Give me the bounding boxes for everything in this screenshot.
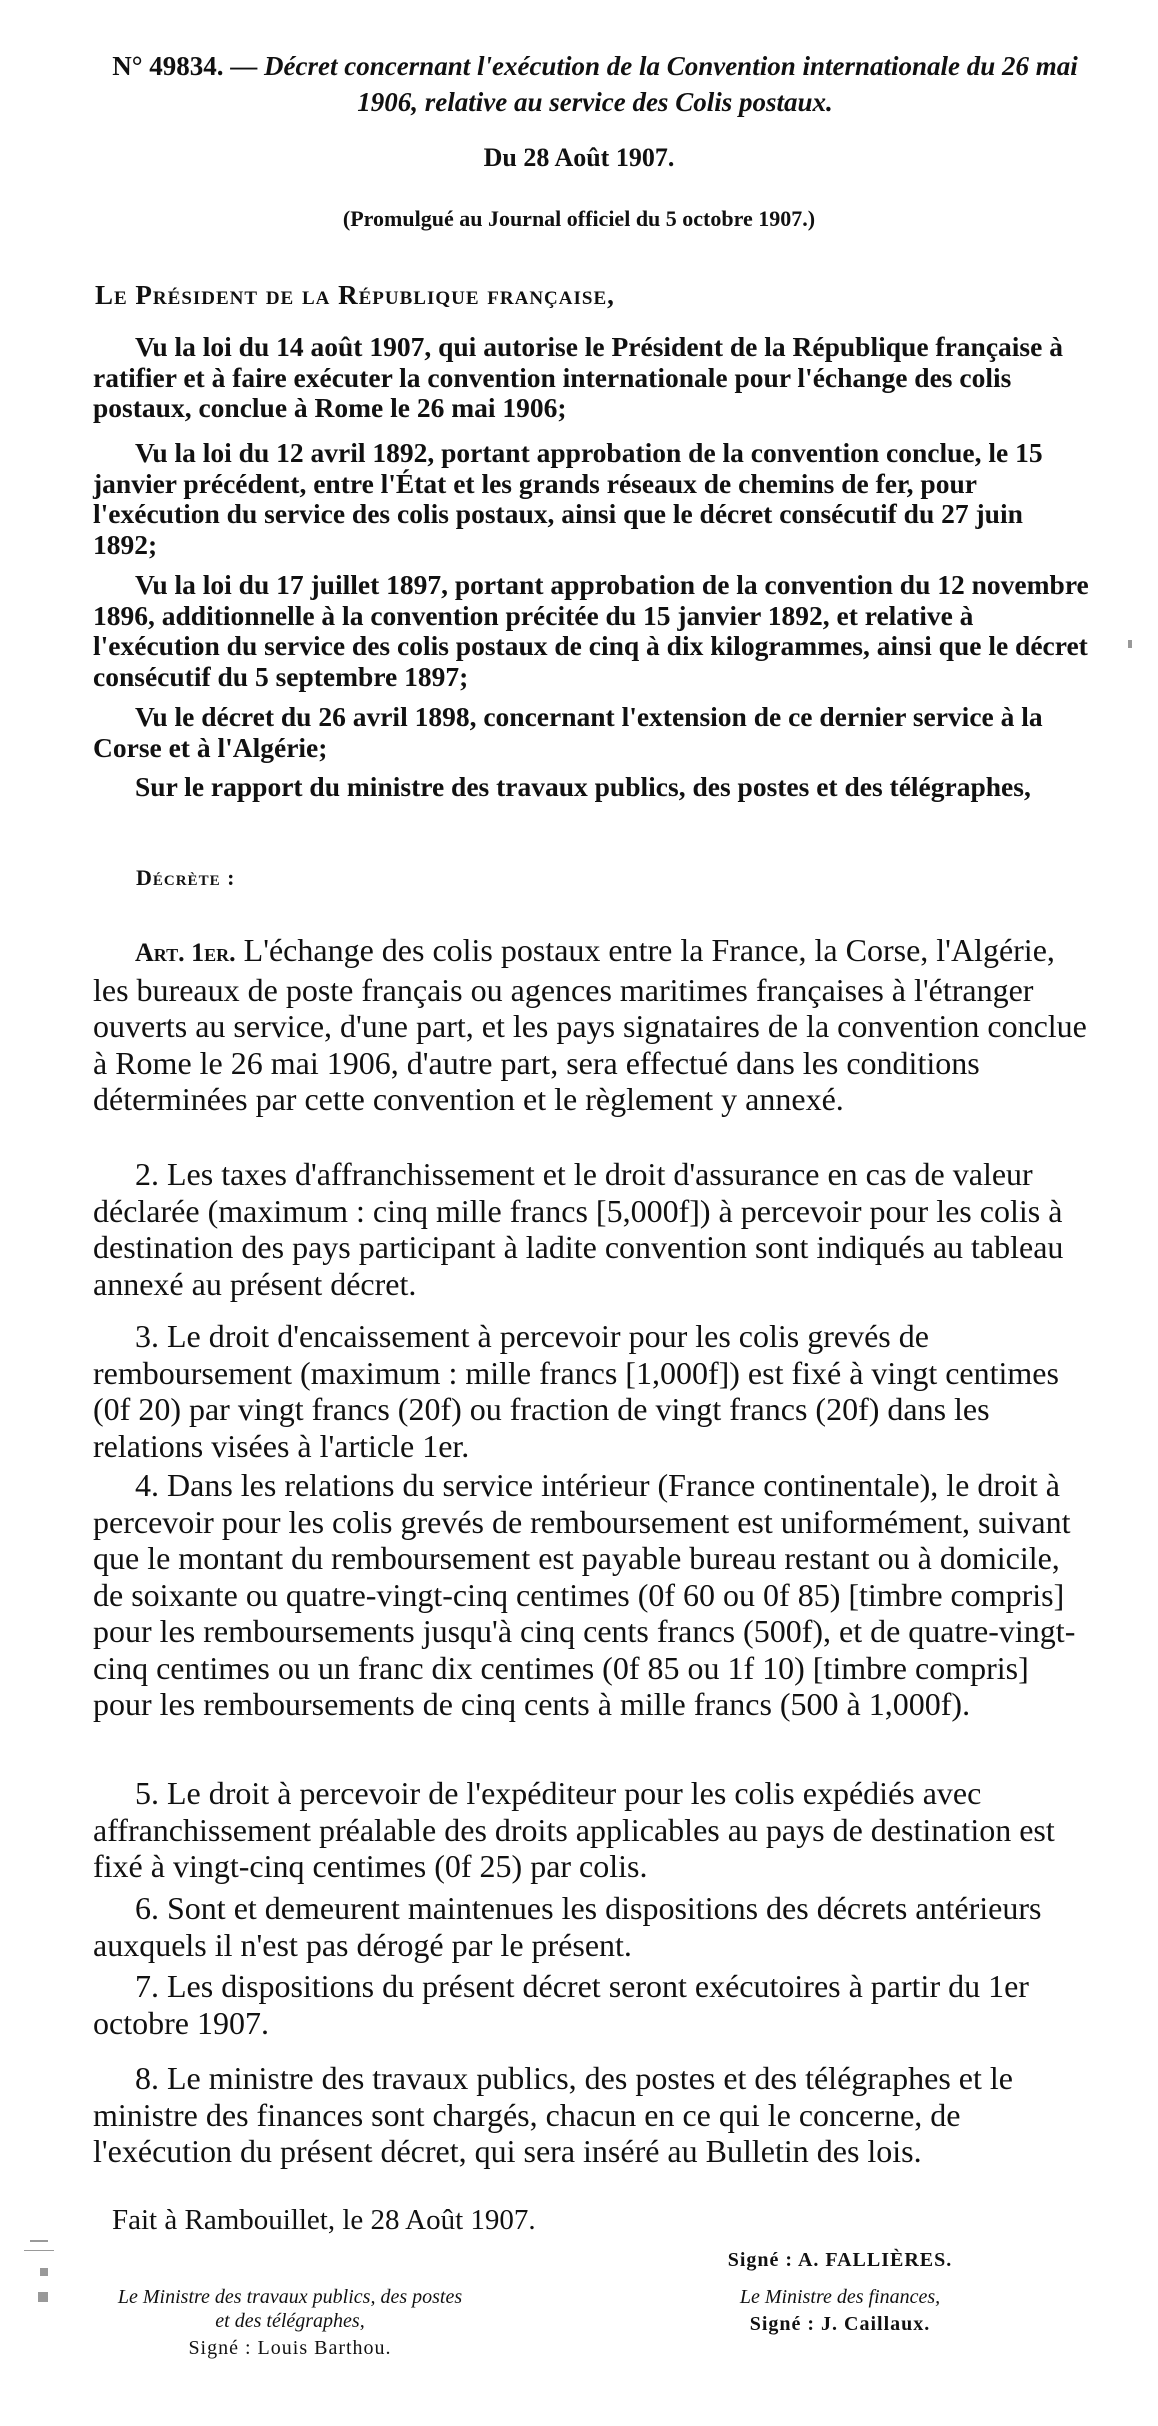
decrete-heading: Décrète : xyxy=(136,865,236,890)
article-text: 6. Sont et demeurent maintenues les dispositions des décrets antérieurs auxquels il n'est pas dérogé par le présent. xyxy=(93,1890,1042,1963)
article-text: 2. Les taxes d'affranchissement et le droit d'assurance en cas de valeur déclarée (maximum : cinq mille francs [5,000f]) à percevoir pour les colis à destination des pays participant à ladite convention sont indiqués au tableau annexé au présent décret. xyxy=(93,1156,1064,1302)
article-text: 3. Le droit d'encaissement à percevoir pour les colis grevés de remboursement (maximum : mille francs [1,000f]) est fixé à vingt centimes (0f 20) par vingt francs (20f) ou fraction de vingt francs (20f) dans les relations visées à l'article 1er. xyxy=(93,1318,1059,1464)
president-signature xyxy=(680,2245,1000,2275)
considerant-paragraph: Vu la loi du 12 avril 1892, portant approbation de la convention conclue, le 15 janvier précédent, entre l'État et les grands réseaux de chemins de fer, pour l'exécution du service des colis postaux, ainsi que le décret consécutif du 27 juin 1892; xyxy=(93,437,1043,560)
considerant-block-2 xyxy=(93,438,1093,560)
signature-name: Signé : J. Caillaux. xyxy=(749,2313,931,2335)
considerant-paragraph: Vu la loi du 14 août 1907, qui autorise le Président de la République française à ratifier et à faire exécuter la convention internationale pour l'échange des colis postaux, conclue à Rome le 26 mai 1906; xyxy=(93,331,1063,423)
article-text: 4. Dans les relations du service intérieur (France continentale), le droit à percevoir pour les colis grevés de remboursement est uniformément, suivant que le montant du remboursement est payable bureau restant ou à domicile, de soixante ou quatre-vingt-cinq centimes (0f 60 ou 0f 85) [timbre compris] pour les remboursements jusqu'à cinq cents francs (500f), et de quatre-vingt-cinq centimes ou un franc dix centimes (0f 85 ou 1f 10) [timbre compris] pour les remboursements de cinq cents à mille francs (500 à 1,000f). xyxy=(93,1467,1076,1722)
decree-date: Du 28 Août 1907. xyxy=(483,143,675,172)
decree-title: Décret concernant l'exécution de la Convention internationale du 26 mai 1906, relative au service des Colis postaux. xyxy=(264,51,1078,117)
minister-finances-signature xyxy=(680,2285,1000,2339)
promulgation-note: (Promulgué au Journal officiel du 5 octobre 1907.) xyxy=(342,206,816,231)
considerant-paragraph: Sur le rapport du ministre des travaux publics, des postes et des télégraphes, xyxy=(135,771,1031,802)
article-text: L'échange des colis postaux entre la France, la Corse, l'Algérie, les bureaux de poste français ou agences maritimes françaises à l'étranger ouverts au service, d'une part, et les pays signataires de la convention conclue à Rome le 26 mai 1906, d'autre part, sera effectué dans les conditions déterminées par cette convention et le règlement y annexé. xyxy=(93,932,1087,1117)
signature-name: Signé : A. FALLIÈRES. xyxy=(727,2249,953,2271)
minister-travaux-signature xyxy=(110,2285,470,2363)
article-4 xyxy=(93,1467,1093,1723)
considerant-block-4 xyxy=(93,702,1093,763)
signature-role: Le Ministre des travaux publics, des postes et des télégraphes, xyxy=(117,2286,463,2332)
considerant-paragraph: Vu le décret du 26 avril 1898, concernant l'extension de ce dernier service à la Corse et à l'Algérie; xyxy=(93,701,1043,763)
article-6 xyxy=(93,1890,1093,1963)
article-8 xyxy=(93,2060,1093,2170)
article-3 xyxy=(93,1318,1093,1464)
article-7 xyxy=(93,1968,1093,2041)
article-2 xyxy=(93,1156,1093,1302)
decree-header xyxy=(100,48,1090,120)
signature-role: Le Ministre des finances, xyxy=(739,2286,941,2308)
decree-number: N° 49834. — xyxy=(112,51,258,81)
considerant-block-5 xyxy=(93,772,1093,803)
president-heading: Le Président de la République française, xyxy=(95,280,615,310)
considerant-block-1 xyxy=(93,332,1093,424)
article-5 xyxy=(93,1775,1093,1885)
article-1 xyxy=(93,932,1093,1118)
signed-at-line: Fait à Rambouillet, le 28 Août 1907. xyxy=(112,2204,536,2236)
article-lead: Art. 1er. xyxy=(135,938,236,967)
article-text: 8. Le ministre des travaux publics, des postes et des télégraphes et le ministre des finances sont chargés, chacun en ce qui le concerne, de l'exécution du présent décret, qui sera inséré au Bulletin des lois. xyxy=(93,2060,1013,2169)
signature-name: Signé : Louis Barthou. xyxy=(188,2337,392,2359)
article-text: 7. Les dispositions du présent décret seront exécutoires à partir du 1er octobre 1907. xyxy=(93,1968,1029,2041)
considerant-block-3 xyxy=(93,570,1093,692)
considerant-paragraph: Vu la loi du 17 juillet 1897, portant approbation de la convention du 12 novembre 1896, additionnelle à la convention précitée du 15 janvier 1892, et relative à l'exécution du service des colis postaux de cinq à dix kilogrammes, ainsi que le décret consécutif du 5 septembre 1897; xyxy=(93,569,1089,692)
article-text: 5. Le droit à percevoir de l'expéditeur pour les colis expédiés avec affranchissement préalable des droits applicables au pays de destination est fixé à vingt-cinq centimes (0f 25) par colis. xyxy=(93,1775,1055,1884)
